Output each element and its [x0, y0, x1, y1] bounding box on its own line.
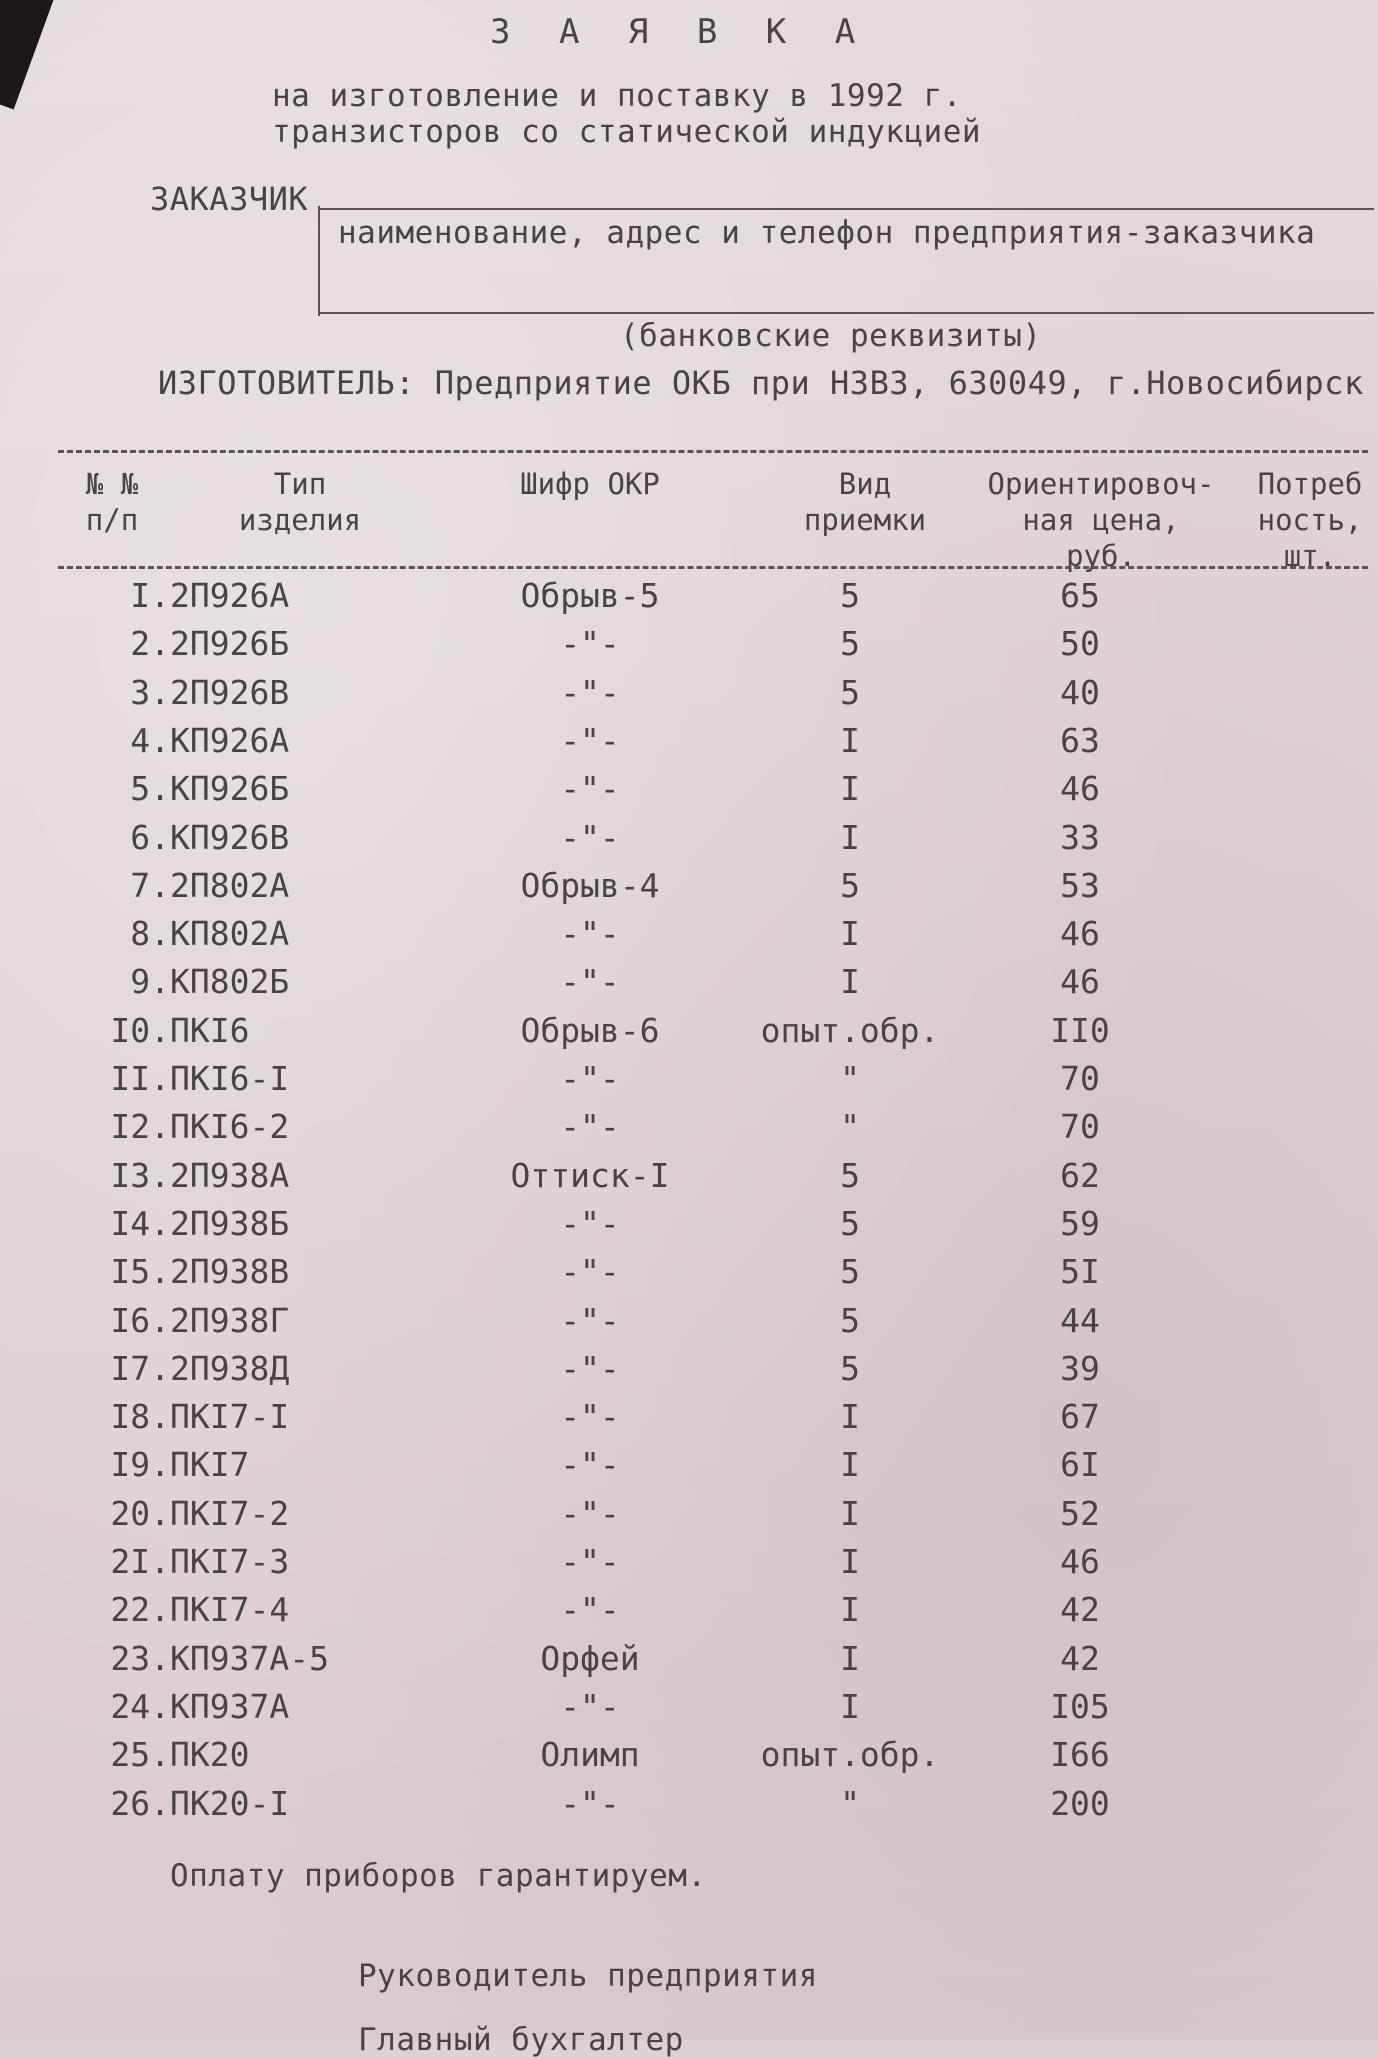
okr-code: Обрыв-5 [520, 576, 660, 615]
acceptance-type: I [840, 1686, 860, 1726]
product-type: ПКI6 [170, 1010, 250, 1050]
product-type: 2П926Б [170, 624, 290, 664]
scan-edge-shadow [0, 0, 62, 109]
product-type: КП926В [170, 817, 290, 857]
price: 44 [1060, 1300, 1100, 1340]
table-row [0, 1784, 1378, 1832]
okr-code: -"- [560, 962, 620, 1002]
table-row [0, 624, 1378, 672]
product-type: КП937А-5 [170, 1638, 329, 1678]
product-type: 2П938Д [170, 1348, 290, 1388]
document-title: З А Я В К А [490, 12, 870, 52]
row-number: II. [110, 1059, 170, 1098]
row-number: 8. [130, 914, 170, 954]
price: 70 [1060, 1059, 1100, 1098]
row-number: 9. [130, 962, 170, 1002]
table-top-rule [58, 450, 1368, 453]
row-number: 25. [110, 1735, 170, 1775]
header-need: Потреб ность, шт. [1257, 467, 1363, 573]
acceptance-type: опыт.обр. [760, 1010, 940, 1050]
price: 50 [1060, 624, 1100, 664]
product-type: ПК20-I [170, 1783, 290, 1823]
product-type: ПКI7-2 [170, 1493, 290, 1533]
table-row [0, 721, 1378, 769]
header-num: № № п/п [85, 467, 139, 537]
acceptance-type: I [840, 1493, 860, 1533]
product-type: КП937А [170, 1686, 290, 1726]
acceptance-type: I [840, 1542, 860, 1581]
price: 46 [1060, 769, 1100, 809]
price: 65 [1060, 576, 1100, 615]
table-row [0, 576, 1378, 624]
header-price: Ориентировоч- ная цена, руб. [987, 467, 1215, 573]
customer-fill-line-2 [318, 312, 1374, 314]
product-type: 2П802А [170, 865, 290, 905]
okr-code: -"- [560, 1252, 620, 1292]
table-row [0, 673, 1378, 721]
product-type: 2П938Г [170, 1300, 290, 1340]
okr-code: -"- [560, 769, 620, 809]
product-type: КП802А [170, 914, 290, 954]
acceptance-type: опыт.обр. [760, 1735, 940, 1775]
row-number: 26. [110, 1783, 170, 1823]
okr-code: Олимп [540, 1735, 640, 1775]
product-type: 2П938В [170, 1252, 290, 1292]
table-row [0, 866, 1378, 914]
row-number: 6. [130, 817, 170, 857]
manufacturer-line: ИЗГОТОВИТЕЛЬ: Предприятие ОКБ при НЗВЗ, 630049, г.Новосибирск [158, 364, 1364, 402]
okr-code: -"- [560, 914, 620, 954]
price: I66 [1050, 1735, 1110, 1775]
customer-hint: наименование, адрес и телефон предприятия-заказчика [338, 215, 1316, 251]
table-row [0, 1542, 1378, 1590]
acceptance-type: " [840, 1059, 860, 1098]
row-number: 22. [110, 1590, 170, 1630]
okr-code: -"- [560, 1348, 620, 1388]
table-row [0, 1204, 1378, 1252]
acceptance-type: I [840, 720, 860, 760]
price: 46 [1060, 1542, 1100, 1581]
price: 52 [1060, 1493, 1100, 1533]
okr-code: -"- [560, 1590, 620, 1630]
row-number: 24. [110, 1686, 170, 1726]
product-type: ПКI7-4 [170, 1590, 290, 1630]
acceptance-type: I [840, 914, 860, 954]
table-header-rule [58, 566, 1368, 569]
acceptance-type: I [840, 769, 860, 809]
table-row [0, 1445, 1378, 1493]
payment-guarantee: Оплату приборов гарантируем. [170, 1858, 707, 1894]
row-number: 2. [130, 624, 170, 664]
okr-code: -"- [560, 720, 620, 760]
price: II0 [1050, 1010, 1110, 1050]
okr-code: -"- [560, 1059, 620, 1098]
acceptance-type: I [840, 1397, 860, 1437]
okr-code: Оттиск-I [510, 1155, 670, 1195]
acceptance-type: I [840, 1445, 860, 1485]
price: 39 [1060, 1348, 1100, 1388]
price: 46 [1060, 914, 1100, 954]
okr-code: -"- [560, 1686, 620, 1726]
okr-code: -"- [560, 1445, 620, 1485]
price: 33 [1060, 817, 1100, 857]
product-type: 2П926В [170, 672, 290, 712]
header-code: Шифр ОКР [520, 467, 660, 501]
price: 62 [1060, 1155, 1100, 1195]
acceptance-type: 5 [840, 1348, 860, 1388]
table-row [0, 1494, 1378, 1542]
price: 6I [1060, 1445, 1100, 1485]
acceptance-type: I [840, 962, 860, 1002]
table-row [0, 1301, 1378, 1349]
row-number: 7. [130, 865, 170, 905]
product-type: КП802Б [170, 962, 290, 1002]
table-row [0, 1156, 1378, 1204]
table-row [0, 1735, 1378, 1783]
table-row [0, 962, 1378, 1010]
row-number: 20. [110, 1493, 170, 1533]
table-row [0, 1349, 1378, 1397]
row-number: I7. [110, 1348, 170, 1388]
row-number: I6. [110, 1300, 170, 1340]
row-number: I5. [110, 1252, 170, 1292]
acceptance-type: 5 [840, 576, 860, 615]
table-row [0, 1059, 1378, 1107]
price: 42 [1060, 1590, 1100, 1630]
acceptance-type: 5 [840, 624, 860, 664]
okr-code: Орфей [540, 1638, 640, 1678]
subtitle-line-2: транзисторов со статической индукцией [272, 114, 982, 150]
header-acceptance: Вид приемки [803, 467, 927, 537]
row-number: 23. [110, 1638, 170, 1678]
table-row [0, 1687, 1378, 1735]
product-type: 2П938А [170, 1155, 290, 1195]
okr-code: -"- [560, 1783, 620, 1823]
table-row [0, 1107, 1378, 1155]
price: 200 [1050, 1783, 1110, 1823]
price: 63 [1060, 720, 1100, 760]
table-row [0, 914, 1378, 962]
row-number: I3. [110, 1155, 170, 1195]
okr-code: -"- [560, 817, 620, 857]
customer-fill-line-1 [318, 208, 1374, 210]
acceptance-type: 5 [840, 1155, 860, 1195]
table-row [0, 1011, 1378, 1059]
okr-code: -"- [560, 672, 620, 712]
product-type: ПКI6-2 [170, 1107, 290, 1147]
table-row [0, 1590, 1378, 1638]
table-row [0, 818, 1378, 866]
product-type: ПКI7 [170, 1445, 250, 1485]
okr-code: -"- [560, 1542, 620, 1581]
header-type: Тип изделия [238, 467, 362, 537]
table-row [0, 769, 1378, 817]
product-type: 2П938Б [170, 1203, 290, 1243]
price: I05 [1050, 1686, 1110, 1726]
signature-head: Руководитель предприятия [358, 1958, 818, 1994]
acceptance-type: 5 [840, 1203, 860, 1243]
price: 70 [1060, 1107, 1100, 1147]
product-type: ПКI7-I [170, 1397, 290, 1437]
okr-code: -"- [560, 1300, 620, 1340]
row-number: I9. [110, 1445, 170, 1485]
row-number: 2I. [110, 1542, 170, 1581]
price: 40 [1060, 672, 1100, 712]
product-type: ПК20 [170, 1735, 250, 1775]
signature-accountant: Главный бухгалтер [358, 2022, 684, 2058]
acceptance-type: 5 [840, 1300, 860, 1340]
table-row [0, 1252, 1378, 1300]
table-row [0, 1639, 1378, 1687]
acceptance-type: 5 [840, 672, 860, 712]
acceptance-type: 5 [840, 865, 860, 905]
row-number: I4. [110, 1203, 170, 1243]
okr-code: Обрыв-4 [520, 865, 660, 905]
acceptance-type: I [840, 1590, 860, 1630]
subtitle-line-1: на изготовление и поставку в 1992 г. [272, 78, 962, 114]
row-number: I0. [110, 1010, 170, 1050]
row-number: 5. [130, 769, 170, 809]
okr-code: -"- [560, 1493, 620, 1533]
okr-code: -"- [560, 1107, 620, 1147]
row-number: I2. [110, 1107, 170, 1147]
okr-code: -"- [560, 1397, 620, 1437]
price: 67 [1060, 1397, 1100, 1437]
okr-code: -"- [560, 624, 620, 664]
bank-details-hint: (банковские реквизиты) [620, 318, 1042, 354]
okr-code: Обрыв-6 [520, 1010, 660, 1050]
product-type: ПКI7-3 [170, 1542, 290, 1581]
product-type: КП926Б [170, 769, 290, 809]
product-type: КП926А [170, 720, 290, 760]
product-type: ПКI6-I [170, 1059, 290, 1098]
row-number: 4. [130, 720, 170, 760]
row-number: 3. [130, 672, 170, 712]
customer-label: ЗАКАЗЧИК [150, 180, 309, 218]
price: 46 [1060, 962, 1100, 1002]
price: 5I [1060, 1252, 1100, 1292]
acceptance-type: I [840, 1638, 860, 1678]
price: 53 [1060, 865, 1100, 905]
price: 42 [1060, 1638, 1100, 1678]
acceptance-type: " [840, 1783, 860, 1823]
acceptance-type: I [840, 817, 860, 857]
acceptance-type: " [840, 1107, 860, 1147]
acceptance-type: 5 [840, 1252, 860, 1292]
customer-bracket [318, 206, 320, 316]
okr-code: -"- [560, 1203, 620, 1243]
row-number: I. [130, 576, 170, 615]
price: 59 [1060, 1203, 1100, 1243]
product-type: 2П926А [170, 576, 290, 615]
table-row [0, 1397, 1378, 1445]
row-number: I8. [110, 1397, 170, 1437]
